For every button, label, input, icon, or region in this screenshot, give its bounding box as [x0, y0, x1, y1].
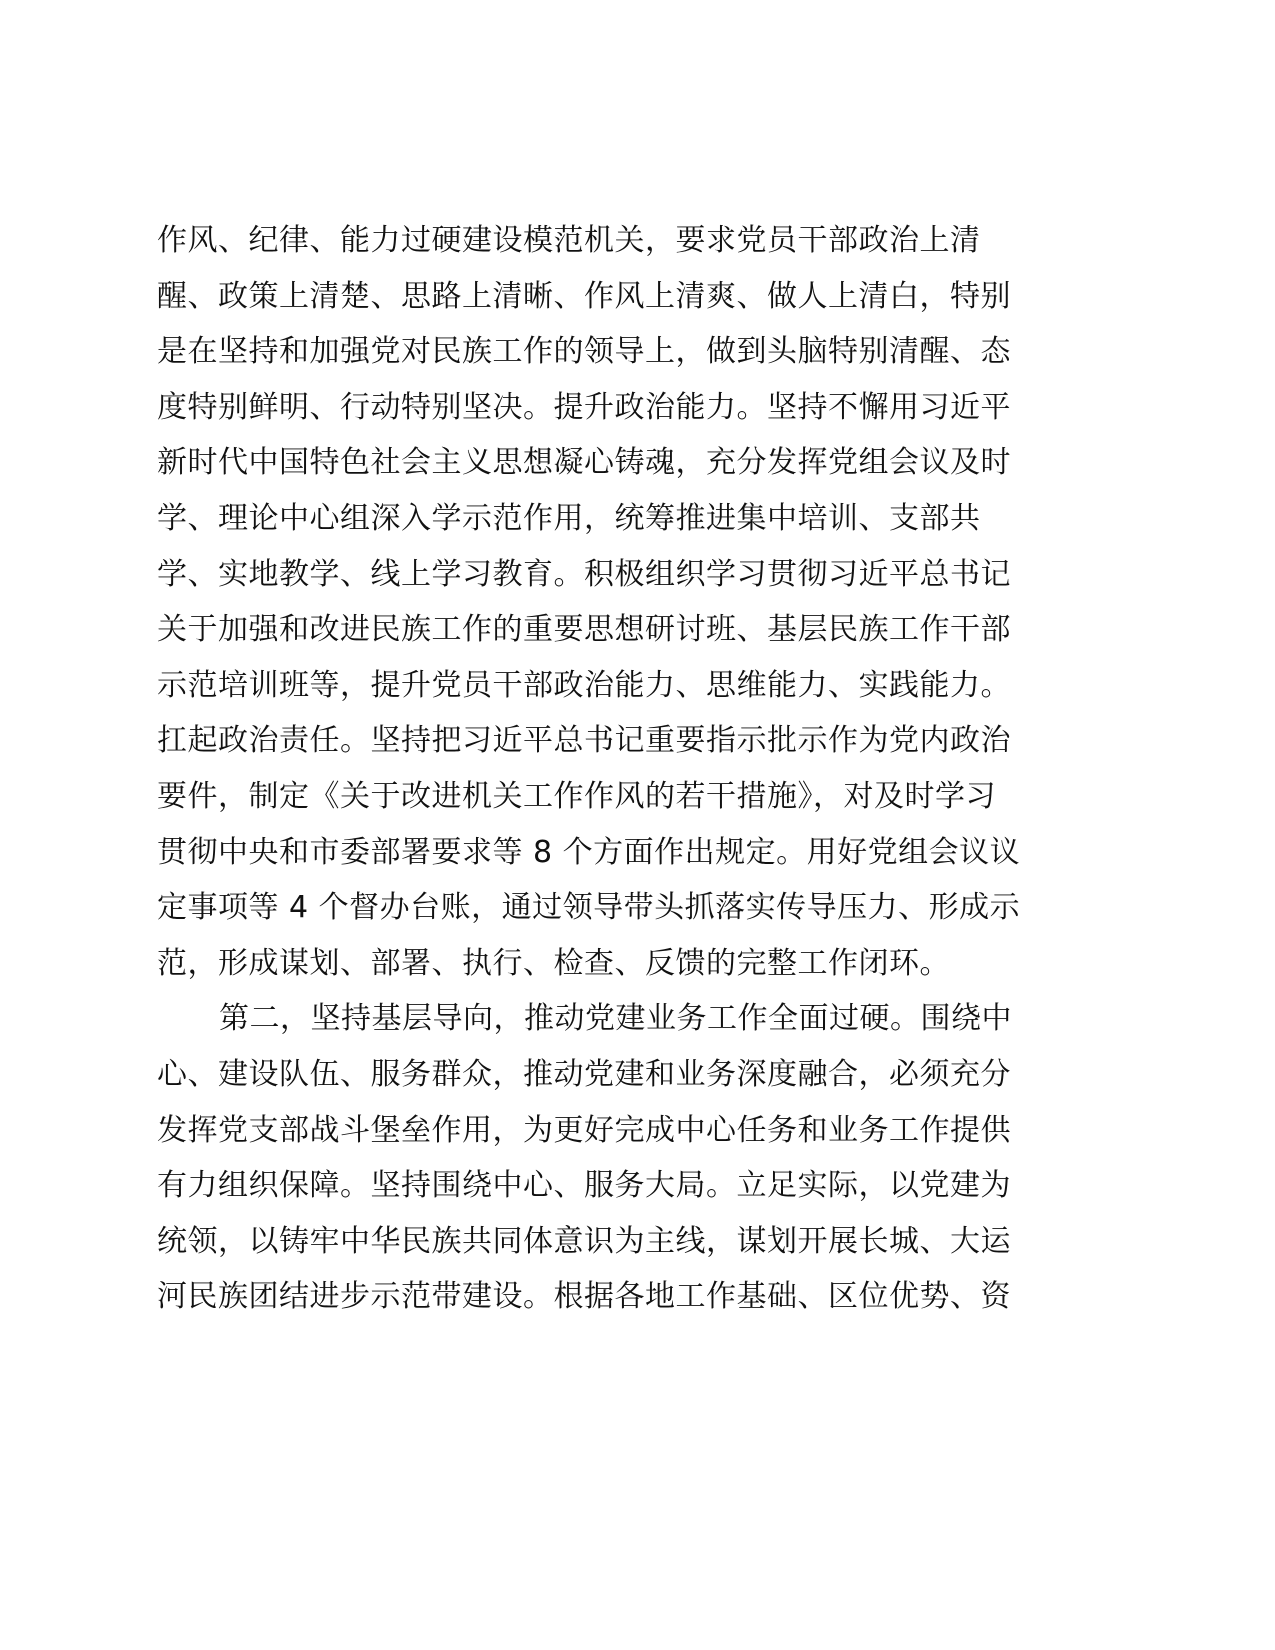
text-line: 统领，以铸牢中华民族共同体意识为主线，谋划开展长城、大运 — [157, 1223, 1011, 1259]
text-line: 度特别鲜明、行动特别坚决。提升政治能力。坚持不懈用习近平 — [157, 389, 1011, 425]
text-line: 有力组织保障。坚持围绕中心、服务大局。立足实际，以党建为 — [157, 1168, 1011, 1204]
text-line: 范，形成谋划、部署、执行、检查、反馈的完整工作闭环。 — [157, 945, 950, 981]
text-line: 定事项等 4 个督办台账，通过领导带头抓落实传导压力、形成示 — [157, 890, 1021, 926]
text-line: 扛起政治责任。坚持把习近平总书记重要指示批示作为党内政治 — [157, 723, 1011, 759]
text-line: 示范培训班等，提升党员干部政治能力、思维能力、实践能力。 — [157, 667, 1011, 703]
text-line: 心、建设队伍、服务群众，推动党建和业务深度融合，必须充分 — [157, 1056, 1011, 1092]
text-line: 关于加强和改进民族工作的重要思想研讨班、基层民族工作干部 — [157, 612, 1011, 648]
text-line: 河民族团结进步示范带建设。根据各地工作基础、区位优势、资 — [157, 1279, 1011, 1315]
text-line: 醒、政策上清楚、思路上清晰、作风上清爽、做人上清白，特别 — [157, 278, 1011, 314]
body-text — [157, 221, 1057, 1333]
text-line: 学、理论中心组深入学示范作用，统筹推进集中培训、支部共 — [157, 500, 981, 536]
text-line: 是在坚持和加强党对民族工作的领导上，做到头脑特别清醒、态 — [157, 334, 1011, 370]
text-line: 发挥党支部战斗堡垒作用，为更好完成中心任务和业务工作提供 — [157, 1112, 1011, 1148]
text-line: 学、实地教学、线上学习教育。积极组织学习贯彻习近平总书记 — [157, 556, 1011, 592]
paragraph-start-line: 第二，坚持基层导向，推动党建业务工作全面过硬。围绕中 — [219, 1001, 1012, 1037]
text-line: 新时代中国特色社会主义思想凝心铸魂，充分发挥党组会议及时 — [157, 445, 1011, 481]
text-line: 贯彻中央和市委部署要求等 8 个方面作出规定。用好党组会议议 — [157, 834, 1021, 870]
text-line: 要件，制定《关于改进机关工作作风的若干措施》，对及时学习 — [157, 778, 996, 814]
text-line: 作风、纪律、能力过硬建设模范机关，要求党员干部政治上清 — [157, 223, 981, 258]
